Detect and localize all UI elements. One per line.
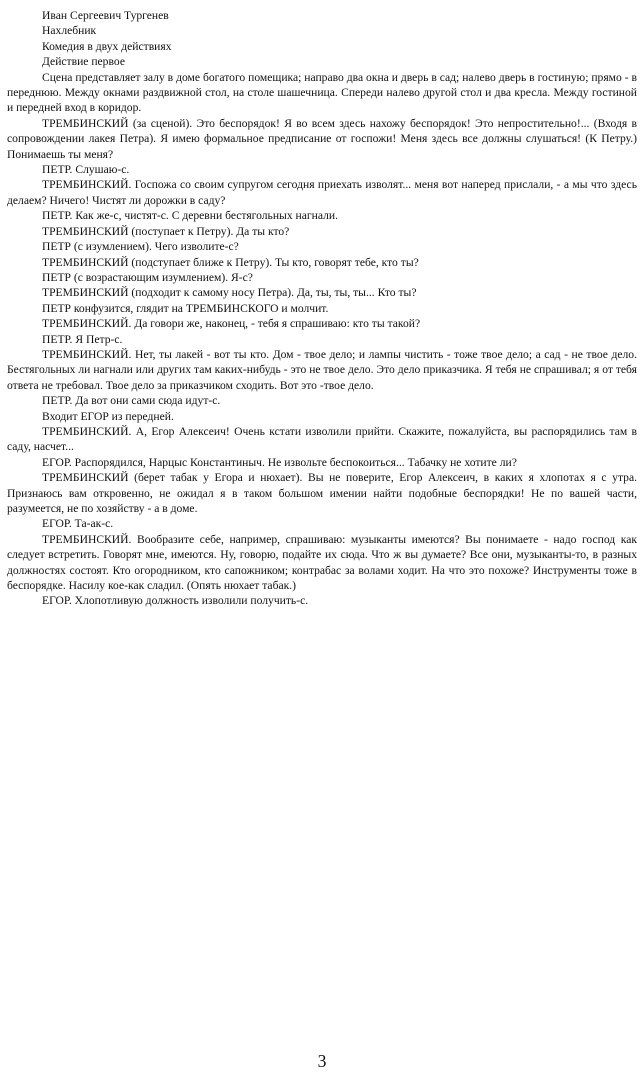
- paragraph: ПЕТР (с изумлением). Чего изволите-с?: [42, 240, 239, 254]
- play-title: Нахлебник: [42, 24, 97, 38]
- paragraph: ПЕТР. Да вот они сами сюда идут-с.: [42, 394, 221, 408]
- act-heading: Действие первое: [42, 55, 125, 69]
- paragraph: ТРЕМБИНСКИЙ. Нет, ты лакей - вот ты кто. Дом - твое дело; и лампы чистить - тоже твое дело; а сад - не твое дело. Бестягольных ли нагнали или других там каких-нибудь - это не твое дело. Это дело приказчика. Я тебя не спрашивал; я от тебя ответа не требовал. Твое дело за приказчиком сходить. Вот это -твое дело.: [7, 347, 637, 392]
- paragraph: ТРЕМБИНСКИЙ (за сценой). Это беспорядок! Я во всем здесь нахожу беспорядок! Это непростительно!... (Входя в сопровождении лакея Петра). Я имею формальное предписание от госпожи! Меня здесь все должны слушаться! (К Петру.) Понимаешь ты меня?: [7, 116, 637, 161]
- document-body: [7, 8, 637, 609]
- paragraph: ЕГОР. Та-ак-с.: [42, 517, 114, 531]
- paragraph: ПЕТР (с возрастающим изумлением). Я-с?: [42, 270, 253, 284]
- paragraph: Сцена представляет залу в доме богатого помещика; направо два окна и дверь в сад; налево дверь в гостиную; прямо - в переднюю. Между окнами раздвижной стол, на столе шашечница. Спереди налево другой стол и два кресла. Между гостиной и передней вход в коридор.: [7, 70, 637, 115]
- paragraph: Входит ЕГОР из передней.: [42, 409, 174, 423]
- paragraph: ЕГОР. Распорядился, Нарцыс Константиныч. Не извольте беспокоиться... Табачку не хотите ли?: [42, 455, 517, 469]
- paragraph: ТРЕМБИНСКИЙ. Госпожа со своим супругом сегодня приехать изволят... меня вот наперед прислали, - а мы что здесь делаем? Ничего! Чистят ли дорожки в саду?: [7, 178, 637, 207]
- play-subtitle: Комедия в двух действиях: [42, 39, 172, 53]
- paragraph: ТРЕМБИНСКИЙ (подступает ближе к Петру). Ты кто, говорят тебе, кто ты?: [42, 255, 419, 269]
- paragraph: ПЕТР. Как же-с, чистят-с. С деревни бестягольных нагнали.: [42, 209, 338, 223]
- page-number: 3: [317, 1051, 327, 1071]
- paragraph: ТРЕМБИНСКИЙ. А, Егор Алексеич! Очень кстати изволили прийти. Скажите, пожалуйста, вы распорядились там в саду, насчет...: [7, 424, 637, 454]
- paragraph: ТРЕМБИНСКИЙ. Да говори же, наконец, - тебя я спрашиваю: кто ты такой?: [42, 317, 421, 331]
- paragraph: ТРЕМБИНСКИЙ (поступает к Петру). Да ты кто?: [42, 224, 290, 238]
- paragraph: ПЕТР. Я Петр-с.: [42, 332, 123, 346]
- paragraph: ПЕТР конфузится, глядит на ТРЕМБИНСКОГО и молчит.: [42, 301, 329, 315]
- paragraph: ТРЕМБИНСКИЙ (берет табак у Егора и нюхает). Вы не поверите, Егор Алексеич, в каких я хлопотах я с утра. Признаюсь вам откровенно, не ожидал я в таком большом имении найти подобные беспорядки! Не по вашей части, разумеется, не по хозяйству - а в доме.: [7, 471, 637, 515]
- paragraph: ПЕТР. Слушаю-с.: [42, 163, 130, 177]
- paragraph: ТРЕМБИНСКИЙ (подходит к самому носу Петра). Да, ты, ты, ты... Кто ты?: [42, 286, 417, 300]
- author-line: Иван Сергеевич Тургенев: [42, 9, 169, 22]
- paragraph: ТРЕМБИНСКИЙ. Вообразите себе, например, спрашиваю: музыканты имеются? Вы понимаете - надо господ как следует встретить. Говорят мне, имеются. Ну, говорю, подайте их сюда. Что ж вы думаете? Все они, музыканты-то, в разных должностях состоят. Кто огородником, кто сапожником; контрабас за волами ходит. На что это похоже? Инструменты тоже в беспорядке. Насилу кое-как сладил. (Опять нюхает табак.): [7, 532, 637, 593]
- paragraph: ЕГОР. Хлопотливую должность изволили получить-с.: [42, 594, 309, 608]
